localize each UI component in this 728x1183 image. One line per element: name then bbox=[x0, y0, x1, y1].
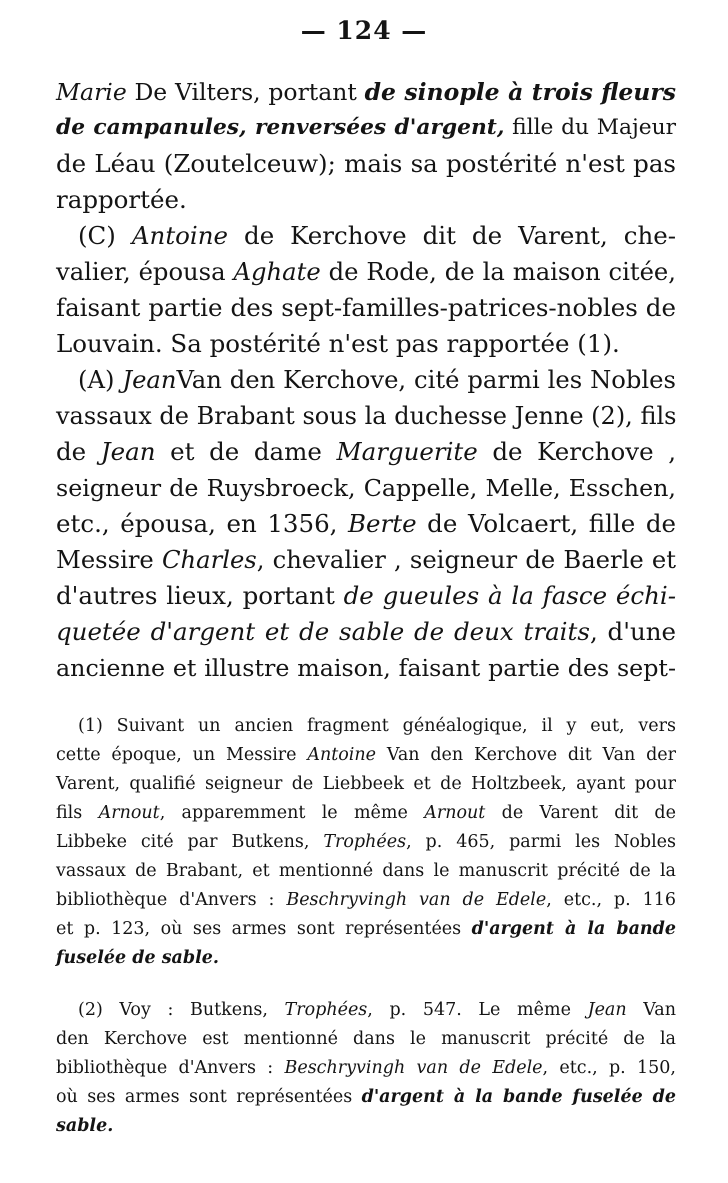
text-line: de campanules, renversées d'argent, fille du Majeur bbox=[56, 115, 676, 140]
text-line: etc., épousa, en 1356, Berte de Volcaert, fille de bbox=[56, 509, 676, 538]
footnote-line: Libbeke cité par Butkens, Trophées, p. 465, parmi les Nobles bbox=[56, 832, 677, 852]
footnote-line: où ses armes sont représentées d'argent à la bande fuselée de bbox=[56, 1087, 677, 1107]
text-line: quetée d'argent et de sable de deux traits, d'une bbox=[56, 617, 677, 646]
footnote-line: vassaux de Brabant, et mentionné dans le manuscrit précité de la bbox=[56, 861, 676, 881]
text-line: d'autres lieux, portant de gueules à la fasce échi- bbox=[56, 581, 677, 610]
footnote-line: cette époque, un Messire Antoine Van den Kerchove dit Van der bbox=[56, 745, 676, 765]
footnote-line: fuselée de sable. bbox=[56, 948, 220, 968]
text-line: Marie De Vilters, portant de sinople à trois fleurs bbox=[56, 78, 676, 106]
footnote-line: Varent, qualifié seigneur de Liebbeek et de Holtzbeek, ayant pour bbox=[56, 774, 676, 794]
footnote-2 bbox=[56, 996, 676, 1141]
text-line: ancienne et illustre maison, faisant partie des sept- bbox=[56, 654, 676, 682]
footnote-line: (1) Suivant un ancien fragment généalogique, il y eut, vers bbox=[78, 716, 676, 736]
text-line: faisant partie des sept-familles-patrices-nobles de bbox=[56, 293, 676, 322]
footnote-line: (2) Voy : Butkens, Trophées, p. 547. Le même Jean Van bbox=[78, 1000, 676, 1020]
footnote-1 bbox=[56, 712, 676, 973]
text-line: de Jean et de dame Marguerite de Kerchove , bbox=[56, 437, 677, 466]
text-line: de Léau (Zoutelceuw); mais sa postérité n'est pas bbox=[56, 149, 676, 178]
text-line: vassaux de Brabant sous la duchesse Jenne (2), fils bbox=[56, 402, 677, 430]
footnote-line: sable. bbox=[56, 1116, 114, 1136]
footnote-line: et p. 123, où ses armes sont représentées d'argent à la bande bbox=[56, 919, 677, 939]
text-line: Messire Charles, chevalier , seigneur de Baerle et bbox=[56, 545, 676, 574]
footnote-line: bibliothèque d'Anvers : Beschryvingh van de Edele, etc., p. 150, bbox=[56, 1058, 676, 1078]
footnote-line: den Kerchove est mentionné dans le manuscrit précité de la bbox=[56, 1029, 676, 1049]
footnote-line: fils Arnout, apparemment le même Arnout de Varent dit de bbox=[56, 803, 676, 823]
text-line: seigneur de Ruysbroeck, Cappelle, Melle, Esschen, bbox=[56, 474, 676, 502]
text-line: valier, épousa Aghate de Rode, de la maison citée, bbox=[56, 257, 676, 286]
paragraph-c-start: (C) Antoine de Kerchove dit de Varent, che- bbox=[78, 221, 676, 250]
footnote-line: bibliothèque d'Anvers : Beschryvingh van de Edele, etc., p. 116 bbox=[56, 890, 677, 910]
paragraph-a-start: (A) JeanVan den Kerchove, cité parmi les Nobles bbox=[78, 365, 676, 394]
text-line: Louvain. Sa postérité n'est pas rapportée (1). bbox=[56, 329, 620, 358]
body-text bbox=[56, 74, 676, 686]
text-line: rapportée. bbox=[56, 185, 187, 214]
page-number: — 124 — bbox=[300, 16, 428, 45]
